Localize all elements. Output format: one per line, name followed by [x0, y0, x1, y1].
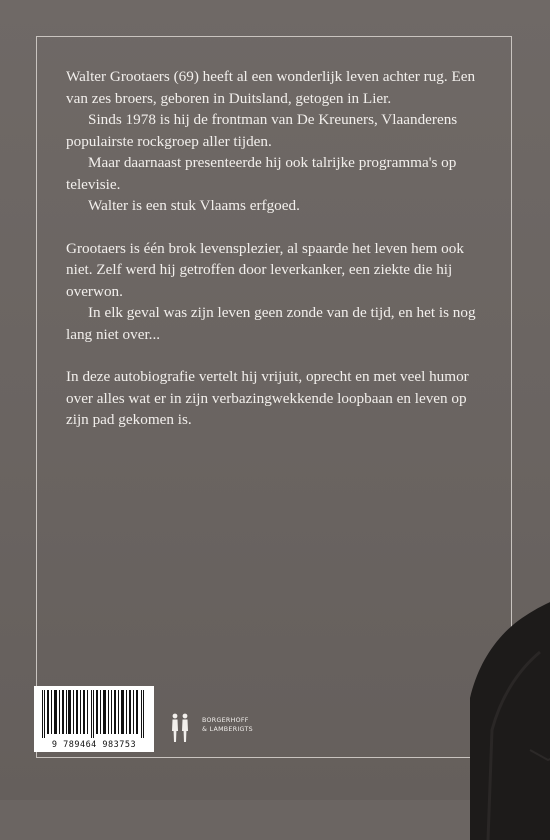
publisher-logo-icon: [168, 712, 192, 744]
author-portrait-shoulder: [470, 580, 550, 840]
publisher-line-1: BORGERHOFF: [202, 717, 249, 724]
publisher-name: [202, 717, 253, 734]
isbn-number: 9 789464 983753: [51, 740, 137, 750]
barcode-bars: [40, 690, 148, 738]
blurb-paragraph-heritage: Walter is een stuk Vlaams erfgoed.: [88, 197, 300, 214]
blurb-paragraph-kreuners: Sinds 1978 is hij de frontman van De Kreuners, Vlaanderens populairste rockgroep aller tijden.: [66, 111, 458, 150]
blurb-paragraph-intro: Walter Grootaers (69) heeft al een wonderlijk leven achter rug. Een van zes broers, geboren in Duitsland, getogen in Lier.: [66, 68, 476, 107]
publisher-line-2: & LAMBERIGTS: [202, 725, 253, 733]
blurb-paragraph-illness: Grootaers is één brok levensplezier, al spaarde het leven hem ook niet. Zelf werd hij getroffen door leverkanker, een ziekte die hij overwon.: [66, 239, 464, 300]
blurb-paragraph-television: Maar daarnaast presenteerde hij ook talrijke programma's op televisie.: [66, 154, 457, 193]
blurb-paragraph-ongoing: In elk geval was zijn leven geen zonde van de tijd, en het is nog lang niet over...: [66, 304, 476, 343]
barcode: [34, 686, 154, 752]
blurb-paragraph-autobiography: In deze autobiografie vertelt hij vrijuit, oprecht en met veel humor over alles wat er in zijn verbazingwekkende loopbaan en leven op zijn pad gekomen is.: [66, 368, 469, 428]
blurb-text: [66, 66, 486, 431]
